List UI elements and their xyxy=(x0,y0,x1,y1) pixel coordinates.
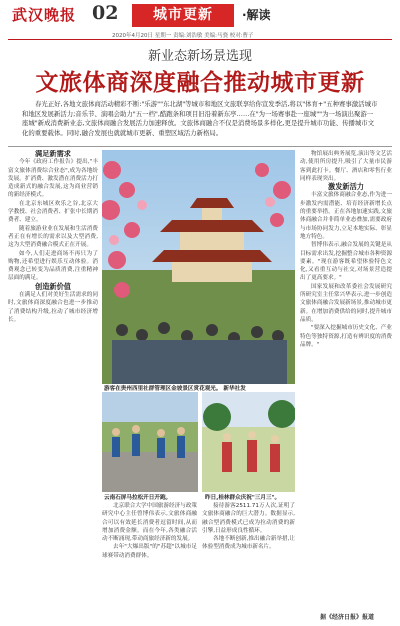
paragraph: 如今,人们走进商场不再只为了购物,还希望进行娱乐互动体验。消费观念已转变为品质消费,注重精神层面的满足。 xyxy=(8,250,98,282)
left-column xyxy=(8,150,98,620)
section-heading-1: 满足新需求 xyxy=(35,150,71,158)
section-suffix: ·解读 xyxy=(242,8,271,22)
paragraph: 在北京东城区欢乐之谷,北京大学教授、社会消费者、扩张中长期消费者、建立。 xyxy=(8,200,98,224)
article-headline: 文旅体商深度融合推动城市更新 xyxy=(35,69,365,96)
middle-column-1 xyxy=(102,502,197,620)
divider-rule xyxy=(8,39,392,40)
paragraph: 去年"大爆出版"的"苏超"以城市足球赛带动消费群体。 xyxy=(102,544,197,559)
paragraph: 今年《政府工作报告》提出,"丰富文旅体消费综合业态",成为各地纷发展。扩消费、激发潜在消费活力打造成新式的融合发展,这为商业营销的新经济模式。 xyxy=(8,159,98,199)
photo-illustration xyxy=(102,392,198,492)
article-subhead: 新业态新场景选现 xyxy=(147,49,252,64)
photo-pavilion-flowers xyxy=(102,150,295,384)
photo-caption-main: 游客在贵州西里社群管理区金坡景区赏花观光。 新华社发 xyxy=(104,386,246,392)
page-number: 02 xyxy=(92,2,119,24)
section-heading-3: 激发新活力 xyxy=(328,182,364,192)
right-column xyxy=(300,150,392,608)
section-heading-2: 创造新价值 xyxy=(35,281,71,291)
paragraph: 北京联合大学中国旅游经济与政策研究中心主任曾博伟表示,文旅体商融合可以有效延长消费者逗留时间,从而增加消费金额。而在今年,各类融合活动不断涌现,带动商旅经济新的发展。 xyxy=(102,503,197,543)
paragraph: 物馆展出典务展览,演出等文艺活动,使用所房提升,吸引了大量市民游客到此打卡。餐厅、酒店和零售行业同样表现突出。 xyxy=(300,151,392,182)
paragraph: 在满足人们对美好生活需求的同时,文旅体商深度融合也进一步推动了消费结构升级,拉动了城市经济增长。 xyxy=(8,292,98,323)
article-lead: 春光正好,各地文旅体商活动精彩不断:"乐游""东北湖"等城市和地区文旅联享给你宣发季活,将以"体育+"五种赛事激活城市和地区发展新活力;音乐节、演唱会助力"五一档",酷跑条和项目旧沿着新东亭……在"为一场赛事赴一座城""为一场演出聚游一座城"新成消费新业态,文旅体商融合发展活力加速释放。文旅体商融合不仅是消费场景多样化,更是提升城市功能、传播城市文化的重要载体。同时,融合发展也就就城市更新、重塑区域活力新格局。 xyxy=(22,100,378,137)
paragraph: 国家发展和改革委社会发展研究所研究室主任常兴华表示,进一步创造文旅体商融合发展新场景,推动城市更新。在增加消费供给的同时,提升城市品质。 xyxy=(300,283,392,323)
paragraph: 智博伟表示,融合发展的关键是从目标需求出发,挖掘整合城市各种资源要素。"现在游客既希望体验特色文化,又看重互动与社交,对场景营造提出了更高要求。" xyxy=(300,242,392,282)
divider-rule xyxy=(8,146,392,147)
paper-name: 武汉晚报 xyxy=(12,6,77,24)
issue-line: 2020年4月20日 星期一 责编:刘浩敏 美编:马骁 校对:曹子 xyxy=(112,33,254,39)
paragraph: 接待游客2511.71万人次,证明了文旅体商融合的巨大潜力。数据显示,融合型消费模式已成为拉动消费的新引擎,日益形成良性循环。 xyxy=(202,503,295,534)
paragraph: 随着旅游业业在发展和生活消费者正在有增长的需求以及大型消费,这为大型消费融合模式正在开展。 xyxy=(8,225,98,249)
middle-column-2 xyxy=(202,502,295,620)
photo-illustration xyxy=(202,392,295,492)
paragraph: "要深入挖掘城市历史文化、产业特色等独特资源,打造有辨识度的消费品牌。" xyxy=(300,325,392,348)
paragraph: 各地不断创新,推出融合新举措,让体验型消费成为城市新名片。 xyxy=(202,536,295,551)
masthead xyxy=(0,0,400,30)
photo-illustration xyxy=(102,150,295,384)
photo-caption-right: 昨日,桂林群众庆祝"三月三"。 xyxy=(205,495,281,501)
photo-marathon xyxy=(102,392,198,492)
section-title: 城市更新 xyxy=(132,4,234,27)
paragraph: 丰富文旅体商融合业态,作为进一步激发内需潜能、培育经济新增长点的重要举措。正在各地加速实践,文旅体商融合并非简单业态叠加,需要政府与市场协同发力,立足本地实际、彰显地方特色。 xyxy=(300,192,392,240)
source-credit: 据《经济日报》报道 xyxy=(320,614,375,621)
photo-caption-left: 云南石屏马拉松开日开跑。 xyxy=(104,495,172,501)
photo-festival xyxy=(202,392,295,492)
